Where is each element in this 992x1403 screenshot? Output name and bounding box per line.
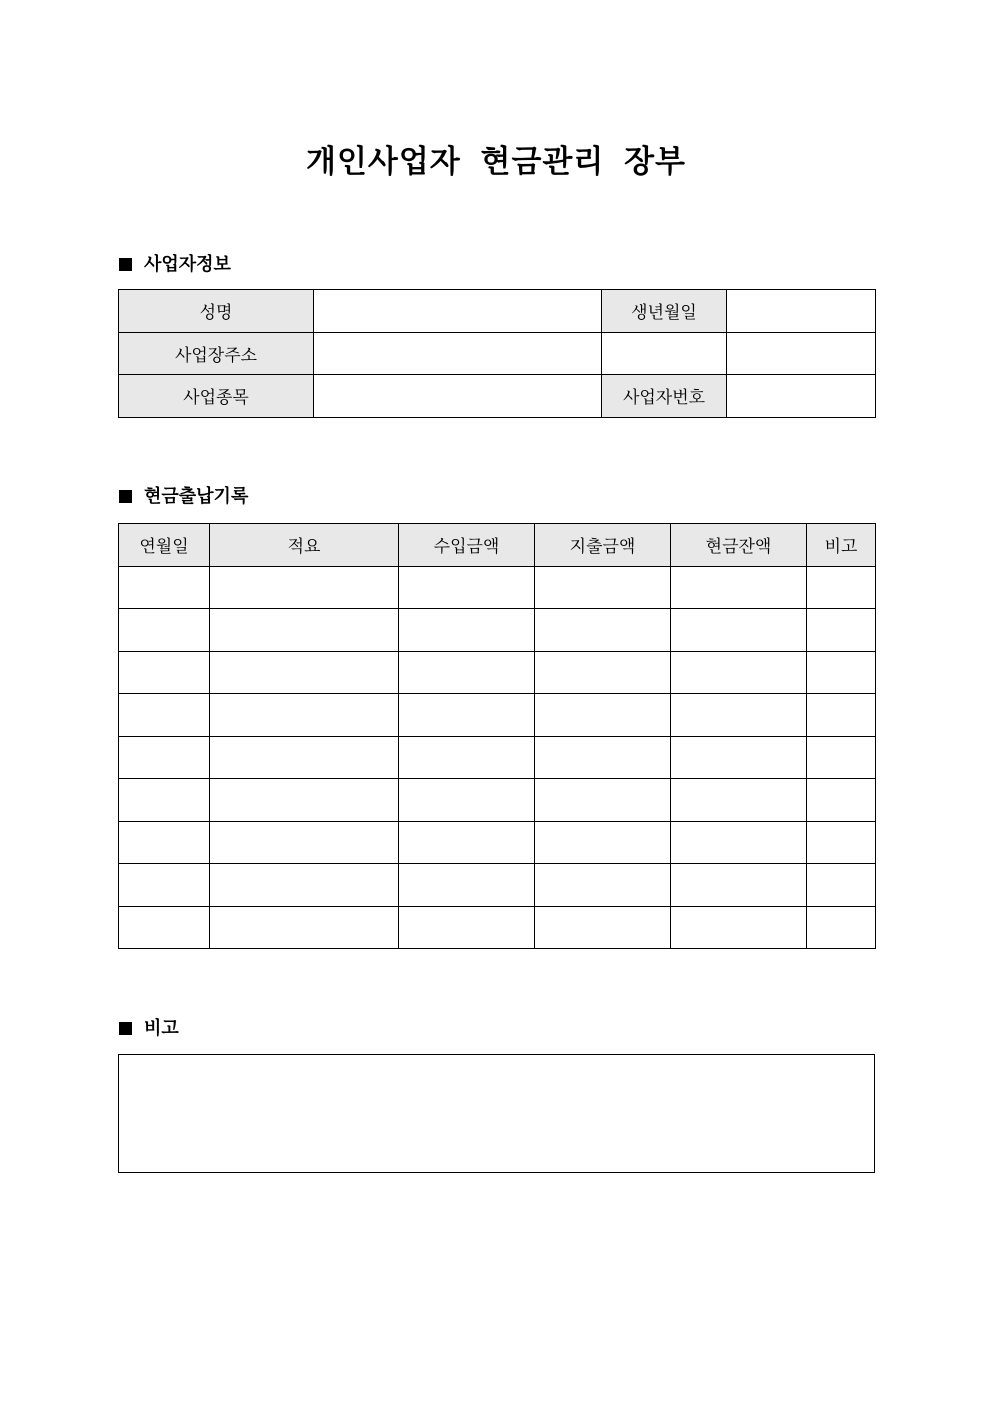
table-row — [119, 609, 876, 652]
notes-heading — [119, 1017, 179, 1041]
date-cell[interactable] — [119, 736, 210, 779]
business-type-field[interactable] — [314, 375, 602, 418]
description-cell[interactable] — [210, 779, 399, 822]
name-label: 성명 — [119, 290, 314, 333]
remarks-cell[interactable] — [807, 906, 876, 949]
column-header-date: 연월일 — [119, 524, 210, 567]
column-header-income: 수입금액 — [399, 524, 535, 567]
notes-box[interactable] — [118, 1054, 875, 1173]
table-row — [119, 864, 876, 907]
expense-cell[interactable] — [535, 651, 671, 694]
remarks-cell[interactable] — [807, 736, 876, 779]
balance-cell[interactable] — [671, 779, 807, 822]
address-extra-cell[interactable] — [602, 332, 727, 375]
column-header-description: 적요 — [210, 524, 399, 567]
remarks-cell[interactable] — [807, 779, 876, 822]
description-cell[interactable] — [210, 694, 399, 737]
remarks-cell[interactable] — [807, 864, 876, 907]
column-header-remarks: 비고 — [807, 524, 876, 567]
address-extra-cell-2[interactable] — [727, 332, 876, 375]
description-cell[interactable] — [210, 906, 399, 949]
business-info-heading-text: 사업자정보 — [144, 254, 231, 275]
remarks-cell[interactable] — [807, 609, 876, 652]
income-cell[interactable] — [399, 609, 535, 652]
income-cell[interactable] — [399, 651, 535, 694]
income-cell[interactable] — [399, 566, 535, 609]
cash-ledger-heading — [119, 485, 248, 509]
balance-cell[interactable] — [671, 694, 807, 737]
table-header-row — [119, 524, 876, 567]
income-cell[interactable] — [399, 906, 535, 949]
table-row — [119, 375, 876, 418]
balance-cell[interactable] — [671, 736, 807, 779]
date-cell[interactable] — [119, 566, 210, 609]
business-info-table — [118, 289, 876, 418]
table-row — [119, 651, 876, 694]
table-row — [119, 906, 876, 949]
notes-heading-text: 비고 — [144, 1018, 179, 1039]
table-row — [119, 736, 876, 779]
table-row — [119, 694, 876, 737]
balance-cell[interactable] — [671, 651, 807, 694]
date-cell[interactable] — [119, 779, 210, 822]
square-bullet-icon — [119, 490, 132, 503]
expense-cell[interactable] — [535, 779, 671, 822]
description-cell[interactable] — [210, 736, 399, 779]
remarks-cell[interactable] — [807, 566, 876, 609]
description-cell[interactable] — [210, 651, 399, 694]
business-info-heading — [119, 253, 231, 277]
balance-cell[interactable] — [671, 906, 807, 949]
date-cell[interactable] — [119, 651, 210, 694]
income-cell[interactable] — [399, 736, 535, 779]
table-row — [119, 779, 876, 822]
birthdate-label: 생년월일 — [602, 290, 727, 333]
name-field[interactable] — [314, 290, 602, 333]
expense-cell[interactable] — [535, 821, 671, 864]
date-cell[interactable] — [119, 864, 210, 907]
income-cell[interactable] — [399, 694, 535, 737]
table-row — [119, 290, 876, 333]
column-header-expense: 지출금액 — [535, 524, 671, 567]
date-cell[interactable] — [119, 821, 210, 864]
square-bullet-icon — [119, 1022, 132, 1035]
description-cell[interactable] — [210, 864, 399, 907]
table-row — [119, 332, 876, 375]
column-header-balance: 현금잔액 — [671, 524, 807, 567]
expense-cell[interactable] — [535, 736, 671, 779]
income-cell[interactable] — [399, 821, 535, 864]
remarks-cell[interactable] — [807, 651, 876, 694]
balance-cell[interactable] — [671, 821, 807, 864]
description-cell[interactable] — [210, 566, 399, 609]
remarks-cell[interactable] — [807, 821, 876, 864]
business-number-label: 사업자번호 — [602, 375, 727, 418]
table-row — [119, 566, 876, 609]
income-cell[interactable] — [399, 779, 535, 822]
income-cell[interactable] — [399, 864, 535, 907]
description-cell[interactable] — [210, 821, 399, 864]
date-cell[interactable] — [119, 609, 210, 652]
expense-cell[interactable] — [535, 566, 671, 609]
business-type-label: 사업종목 — [119, 375, 314, 418]
date-cell[interactable] — [119, 694, 210, 737]
balance-cell[interactable] — [671, 864, 807, 907]
balance-cell[interactable] — [671, 566, 807, 609]
business-number-field[interactable] — [727, 375, 876, 418]
address-field[interactable] — [314, 332, 602, 375]
expense-cell[interactable] — [535, 609, 671, 652]
balance-cell[interactable] — [671, 609, 807, 652]
expense-cell[interactable] — [535, 694, 671, 737]
remarks-cell[interactable] — [807, 694, 876, 737]
expense-cell[interactable] — [535, 864, 671, 907]
square-bullet-icon — [119, 258, 132, 271]
document-title: 개인사업자 현금관리 장부 — [306, 144, 686, 180]
cash-ledger-heading-text: 현금출납기록 — [144, 486, 249, 507]
expense-cell[interactable] — [535, 906, 671, 949]
birthdate-field[interactable] — [727, 290, 876, 333]
date-cell[interactable] — [119, 906, 210, 949]
address-label: 사업장주소 — [119, 332, 314, 375]
table-row — [119, 821, 876, 864]
description-cell[interactable] — [210, 609, 399, 652]
cash-ledger-table — [118, 523, 876, 949]
